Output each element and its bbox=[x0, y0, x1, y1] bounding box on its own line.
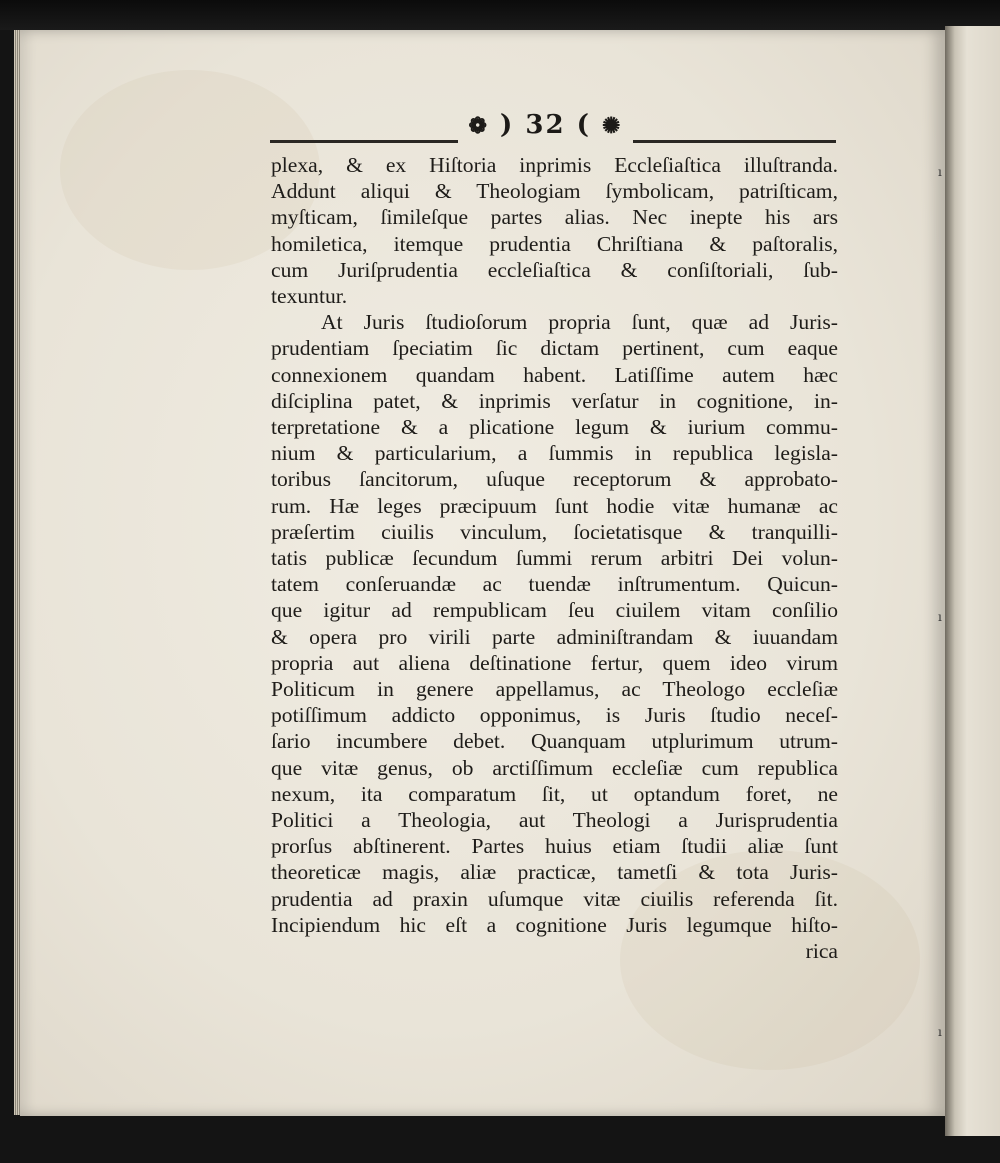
text-line: potiſſimum addicto opponimus, is Juris ſtudio neceſ- bbox=[271, 703, 838, 728]
text-line: theoreticæ magis, aliæ practicæ, tametſi & tota Juris- bbox=[271, 860, 838, 885]
folio-paren-left: ) bbox=[500, 110, 515, 140]
text-line: terpretatione & a plicatione legum & iurium commu- bbox=[271, 415, 838, 440]
catchword: rica bbox=[805, 939, 838, 964]
text-line: Incipiendum hic eſt a cognitione Juris legumque hiſto- bbox=[271, 912, 838, 937]
text-line: Politici a Theologia, aut Theologi a Jurisprudentia bbox=[271, 808, 838, 833]
text-line: diſciplina patet, & inprimis verſatur in cognitione, in- bbox=[271, 388, 838, 413]
text-line: rum. Hæ leges præcipuum ſunt hodie vitæ humanæ ac bbox=[271, 493, 838, 518]
gutter-mark: ı bbox=[938, 165, 942, 179]
text-line: texuntur. bbox=[271, 284, 348, 309]
folio bbox=[458, 110, 633, 140]
text-line: prudentiam ſpeciatim ſic dictam pertinent, cum eaque bbox=[271, 336, 838, 361]
gutter-mark: ı bbox=[938, 610, 942, 624]
ornament-right-icon: ✺ bbox=[602, 113, 623, 139]
text-line: tatem conſeruandæ ac tuendæ inſtrumentum. Quicun- bbox=[271, 572, 838, 597]
folio-paren-right: ( bbox=[576, 110, 591, 140]
page-number: 32 bbox=[525, 110, 566, 140]
text-line: & opera pro virili parte adminiſtrandam & iuuandam bbox=[271, 624, 838, 649]
text-line: prorſus abſtinerent. Partes huius etiam ſtudii aliæ ſunt bbox=[271, 834, 838, 859]
text-line: cum Juriſprudentia eccleſiaſtica & conſiſtoriali, ſub- bbox=[271, 257, 838, 282]
text-line: homiletica, itemque prudentia Chriſtiana & paſtoralis, bbox=[271, 231, 838, 256]
facing-page-gutter bbox=[945, 26, 1000, 1136]
text-line: plexa, & ex Hiſtoria inprimis Eccleſiaſtica illuſtranda. bbox=[271, 153, 838, 177]
header-rule-right bbox=[633, 140, 836, 143]
text-line: præſertim ciuilis vinculum, ſocietatisque & tranquilli- bbox=[271, 519, 838, 544]
text-line: nexum, ita comparatum ſit, ut optandum foret, ne bbox=[271, 781, 838, 806]
ornament-left-icon: ❁ bbox=[468, 113, 489, 139]
body-text bbox=[271, 152, 838, 964]
header-rule-left bbox=[270, 140, 458, 143]
page-header bbox=[270, 108, 836, 150]
text-line: Politicum in genere appellamus, ac Theologo eccleſiæ bbox=[271, 677, 838, 702]
text-line: Addunt aliqui & Theologiam ſymbolicam, patriſticam, bbox=[271, 179, 838, 204]
paragraph-first-line: At Juris ſtudioſorum propria ſunt, quæ ad Juris- bbox=[321, 310, 838, 335]
text-line: toribus ſancitorum, uſuque receptorum & approbato- bbox=[271, 467, 838, 492]
text-line: propria aut aliena deſtinatione fertur, quem ideo virum bbox=[271, 650, 838, 675]
text-line: tatis publicæ ſecundum ſummi rerum arbitri Dei volun- bbox=[271, 546, 838, 571]
text-line: prudentia ad praxin uſumque vitæ ciuilis referenda ſit. bbox=[271, 886, 838, 911]
text-line: que igitur ad rempublicam ſeu ciuilem vitam conſilio bbox=[271, 598, 838, 623]
text-line: que vitæ genus, ob arctiſſimum eccleſiæ cum republica bbox=[271, 755, 838, 780]
text-line: ſario incumbere debet. Quanquam utplurimum utrum- bbox=[271, 729, 838, 754]
text-line: myſticam, ſimileſque partes alias. Nec inepte his ars bbox=[271, 205, 838, 230]
text-line: connexionem quandam habent. Latiſſime autem hæc bbox=[271, 362, 838, 387]
gutter-mark: ı bbox=[938, 1025, 942, 1039]
text-line: nium & particularium, a ſummis in republica legisla- bbox=[271, 441, 838, 466]
scan-background-top bbox=[0, 0, 1000, 30]
